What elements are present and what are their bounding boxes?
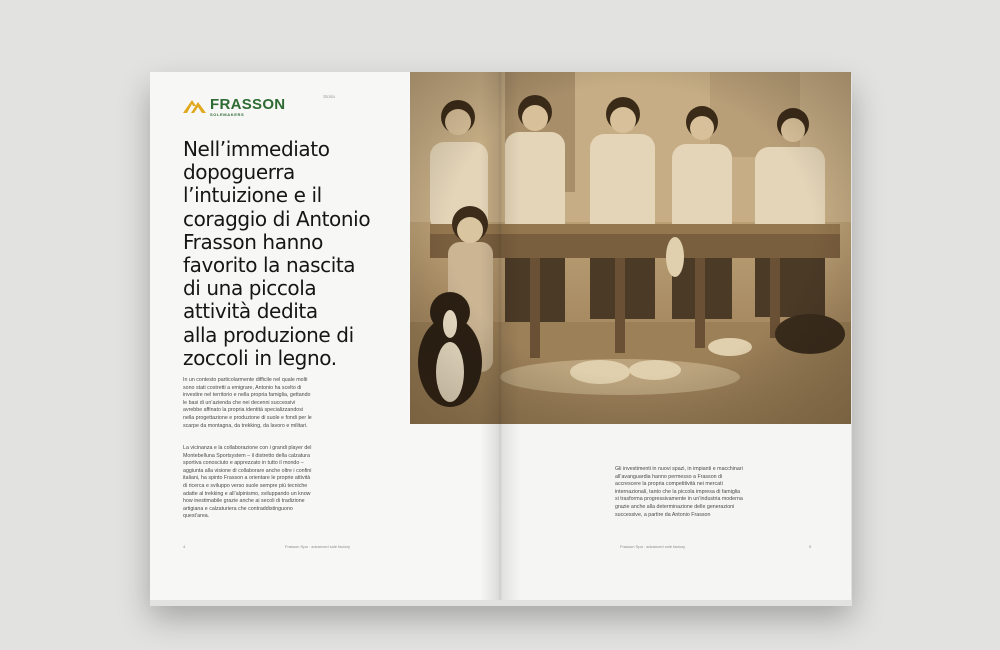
headline-line: alla produzione di bbox=[183, 322, 354, 347]
brand-tagline: SOLEMAKERS bbox=[210, 112, 245, 117]
headline-line: di una piccola bbox=[183, 276, 317, 301]
paragraph-line: all’avanguardia hanno permesso a Frasson di bbox=[615, 473, 723, 480]
paragraph-line: si trasforma progressivamente in un’industria moderna bbox=[615, 496, 743, 503]
headline-line: Frasson hanno bbox=[183, 229, 323, 254]
paragraph-line: scarpe da montagna, da trekking, da lavoro e militari. bbox=[183, 422, 308, 429]
headline-line: dopoguerra bbox=[183, 160, 295, 185]
headline-line: l’intuizione e il bbox=[183, 183, 322, 208]
headline-line: attività dedita bbox=[183, 299, 318, 324]
paragraph-line: sportiva conosciuto e apprezzato in tutto il mondo – bbox=[183, 460, 304, 467]
paragraph-line: investire nel territorio e nella propria famiglia, gettando bbox=[183, 392, 311, 399]
brand-logo bbox=[183, 97, 285, 117]
paragraph-line: grazie anche alla determinazione delle generazioni bbox=[615, 503, 735, 510]
paragraph-line: nella progettazione e produzione di suole e fondi per le bbox=[183, 414, 312, 421]
page-number-left: 4 bbox=[183, 544, 186, 549]
paragraph-line: italiani, ha spinto Frasson a orientare le proprie attività bbox=[183, 475, 311, 482]
mountain-peaks-icon bbox=[183, 97, 207, 114]
paragraph-line: La vicinanza e la collaborazione con i grandi player del bbox=[183, 445, 312, 451]
photo-illustration bbox=[410, 72, 851, 424]
paragraph-line: accrescere la propria competitività nei mercati bbox=[615, 481, 723, 488]
paragraph-line: di ricerca e sviluppo verso suole sempre più tecniche bbox=[183, 482, 308, 489]
paragraph-line: In un contesto particolarmente difficile nel quale molti bbox=[183, 377, 308, 383]
headline-line: coraggio di Antonio bbox=[183, 206, 371, 231]
brand-name: FRASSON bbox=[210, 96, 286, 113]
logo-wordmark bbox=[210, 97, 285, 117]
paragraph-line: avrebbe affinato la propria identità specializzandosi bbox=[183, 407, 304, 414]
paragraph-line: internazionali, tanto che la piccola impresa di famiglia bbox=[615, 488, 741, 495]
body-paragraph-2 bbox=[183, 445, 338, 521]
paragraph-line: Montebelluna Sportsystem – il distretto della calzatura bbox=[183, 452, 310, 459]
paragraph-line: how inestimabile grazie anche ai secoli di tradizione bbox=[183, 498, 305, 505]
section-label: Storia bbox=[323, 94, 335, 99]
body-paragraph-1 bbox=[183, 377, 338, 430]
paragraph-line: quest’area. bbox=[183, 513, 210, 520]
footer-text-left: Frasson Spa · advanced sole factory bbox=[285, 544, 351, 549]
footer-text-right: Frasson Spa · advanced sole factory bbox=[620, 544, 686, 549]
page-number-right: 5 bbox=[809, 544, 812, 549]
paragraph-line: le basi di un’azienda che nei decenni successivi bbox=[183, 399, 296, 406]
paragraph-line: sono stati costretti a emigrare, Antonio ha scelto di bbox=[183, 384, 302, 391]
paragraph-line: adatte al trekking e all’alpinismo, sviluppando un know bbox=[183, 490, 311, 497]
headline-line: zoccoli in legno. bbox=[183, 345, 337, 370]
paragraph-line: aggiunta alla visione di collaborare anche oltre i confini bbox=[183, 467, 312, 474]
headline-line: favorito la nascita bbox=[183, 253, 356, 278]
paragraph-line: successive, a partire da Antonio Frasson bbox=[615, 511, 711, 518]
paragraph-line: Gli investimenti in nuovi spazi, in impianti e macchinari bbox=[615, 466, 743, 472]
body-paragraph-3 bbox=[615, 466, 765, 519]
historic-sepia-photo bbox=[410, 72, 851, 424]
headline-line: Nell’immediato bbox=[183, 137, 330, 161]
paragraph-line: artigiana e calzaturiera che contraddistinguono bbox=[183, 505, 293, 512]
